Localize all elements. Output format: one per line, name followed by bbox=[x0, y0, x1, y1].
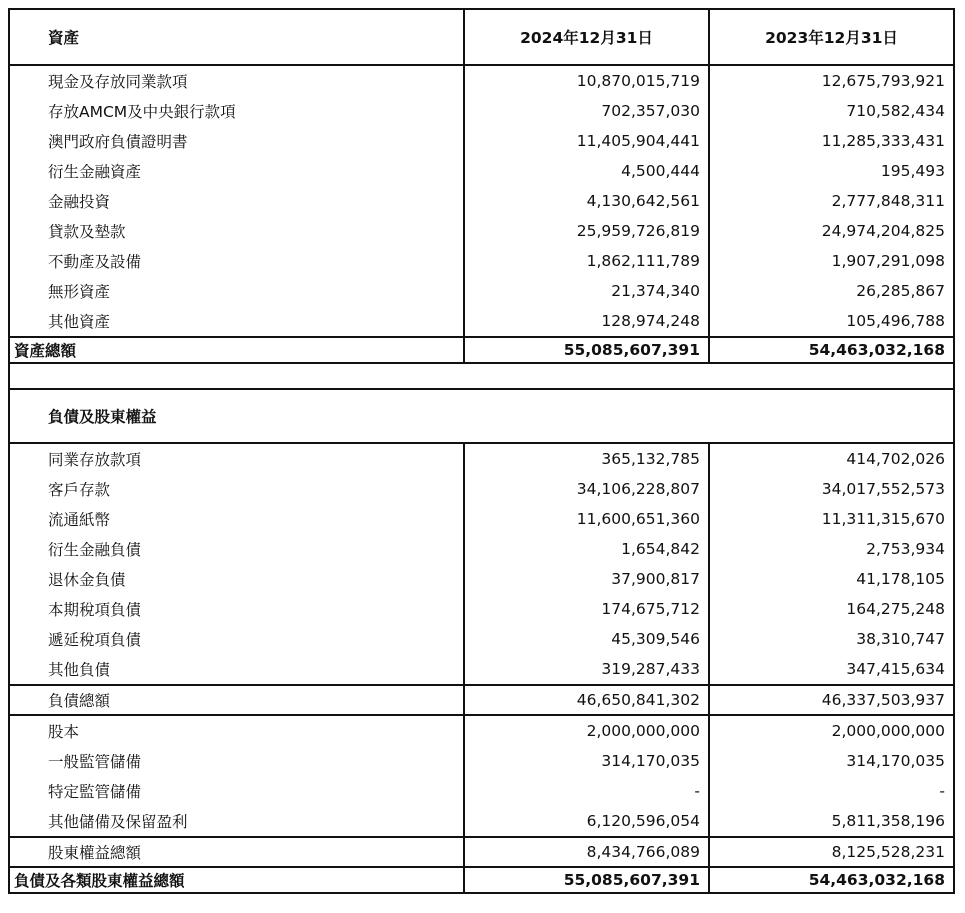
grand-total-label: 負債及各類股東權益總額 bbox=[9, 867, 464, 893]
row-label: 股本 bbox=[9, 715, 464, 746]
row-label: 其他資產 bbox=[9, 306, 464, 337]
row-label: 退休金負債 bbox=[9, 564, 464, 594]
header-row bbox=[9, 9, 954, 65]
column-header-2023: 2023年12月31日 bbox=[709, 9, 954, 65]
value-2024: 45,309,546 bbox=[464, 624, 709, 654]
table-row bbox=[9, 654, 954, 685]
row-label: 存放AMCM及中央銀行款項 bbox=[9, 96, 464, 126]
row-label: 貸款及墊款 bbox=[9, 216, 464, 246]
value-2024: 21,374,340 bbox=[464, 276, 709, 306]
row-label: 同業存放款項 bbox=[9, 443, 464, 474]
value-2024: 2,000,000,000 bbox=[464, 715, 709, 746]
table-row bbox=[9, 504, 954, 534]
value-2023: 26,285,867 bbox=[709, 276, 954, 306]
table-row bbox=[9, 276, 954, 306]
value-2024: 319,287,433 bbox=[464, 654, 709, 685]
total-liabilities-2024: 46,650,841,302 bbox=[464, 685, 709, 715]
value-2023: 105,496,788 bbox=[709, 306, 954, 337]
value-2023: 1,907,291,098 bbox=[709, 246, 954, 276]
table-row bbox=[9, 806, 954, 837]
total-assets-2024: 55,085,607,391 bbox=[464, 337, 709, 363]
table-row bbox=[9, 126, 954, 156]
value-2023: 5,811,358,196 bbox=[709, 806, 954, 837]
assets-heading: 資產 bbox=[9, 9, 464, 65]
value-2024: 1,654,842 bbox=[464, 534, 709, 564]
table-row bbox=[9, 715, 954, 746]
table-row bbox=[9, 776, 954, 806]
value-2024: 702,357,030 bbox=[464, 96, 709, 126]
table-row bbox=[9, 156, 954, 186]
table-row bbox=[9, 534, 954, 564]
value-2023: 710,582,434 bbox=[709, 96, 954, 126]
value-2023: 195,493 bbox=[709, 156, 954, 186]
value-2024: 174,675,712 bbox=[464, 594, 709, 624]
liabilities-section-row bbox=[9, 389, 954, 443]
table-row bbox=[9, 443, 954, 474]
spacer-row bbox=[9, 363, 954, 389]
row-label: 客戶存款 bbox=[9, 474, 464, 504]
liabilities-rows bbox=[9, 443, 954, 685]
value-2024: 128,974,248 bbox=[464, 306, 709, 337]
row-label: 無形資產 bbox=[9, 276, 464, 306]
total-equity-2024: 8,434,766,089 bbox=[464, 837, 709, 867]
value-2024: 25,959,726,819 bbox=[464, 216, 709, 246]
table-row bbox=[9, 594, 954, 624]
value-2023: 11,311,315,670 bbox=[709, 504, 954, 534]
value-2024: 11,600,651,360 bbox=[464, 504, 709, 534]
total-assets-2023: 54,463,032,168 bbox=[709, 337, 954, 363]
value-2023: 24,974,204,825 bbox=[709, 216, 954, 246]
row-label: 衍生金融資產 bbox=[9, 156, 464, 186]
row-label: 其他儲備及保留盈利 bbox=[9, 806, 464, 837]
row-label: 澳門政府負債證明書 bbox=[9, 126, 464, 156]
column-header-2024: 2024年12月31日 bbox=[464, 9, 709, 65]
value-2024: 4,130,642,561 bbox=[464, 186, 709, 216]
value-2024: 10,870,015,719 bbox=[464, 65, 709, 96]
total-equity-2023: 8,125,528,231 bbox=[709, 837, 954, 867]
value-2024: 37,900,817 bbox=[464, 564, 709, 594]
equity-rows bbox=[9, 715, 954, 837]
grand-total-2023: 54,463,032,168 bbox=[709, 867, 954, 893]
liabilities-section-heading: 負債及股東權益 bbox=[9, 389, 954, 443]
table-row bbox=[9, 246, 954, 276]
value-2023: 164,275,248 bbox=[709, 594, 954, 624]
value-2023: 11,285,333,431 bbox=[709, 126, 954, 156]
value-2023: 314,170,035 bbox=[709, 746, 954, 776]
total-liabilities-row bbox=[9, 685, 954, 715]
value-2023: - bbox=[709, 776, 954, 806]
row-label: 金融投資 bbox=[9, 186, 464, 216]
row-label: 流通紙幣 bbox=[9, 504, 464, 534]
row-label: 不動產及設備 bbox=[9, 246, 464, 276]
value-2024: 4,500,444 bbox=[464, 156, 709, 186]
row-label: 遞延稅項負債 bbox=[9, 624, 464, 654]
table-row bbox=[9, 624, 954, 654]
value-2023: 41,178,105 bbox=[709, 564, 954, 594]
row-label: 其他負債 bbox=[9, 654, 464, 685]
row-label: 衍生金融負債 bbox=[9, 534, 464, 564]
assets-rows bbox=[9, 65, 954, 337]
grand-total-2024: 55,085,607,391 bbox=[464, 867, 709, 893]
value-2024: 314,170,035 bbox=[464, 746, 709, 776]
balance-sheet bbox=[8, 8, 953, 899]
row-label: 特定監管儲備 bbox=[9, 776, 464, 806]
value-2023: 347,415,634 bbox=[709, 654, 954, 685]
total-equity-row bbox=[9, 837, 954, 867]
row-label: 現金及存放同業款項 bbox=[9, 65, 464, 96]
value-2024: 11,405,904,441 bbox=[464, 126, 709, 156]
grand-total-row bbox=[9, 867, 954, 893]
value-2023: 38,310,747 bbox=[709, 624, 954, 654]
total-liabilities-label: 負債總額 bbox=[9, 685, 464, 715]
value-2023: 2,753,934 bbox=[709, 534, 954, 564]
value-2024: 365,132,785 bbox=[464, 443, 709, 474]
table-row bbox=[9, 746, 954, 776]
table-row bbox=[9, 306, 954, 337]
total-equity-label: 股東權益總額 bbox=[9, 837, 464, 867]
total-assets-row bbox=[9, 337, 954, 363]
value-2024: 1,862,111,789 bbox=[464, 246, 709, 276]
total-liabilities-2023: 46,337,503,937 bbox=[709, 685, 954, 715]
table-row bbox=[9, 65, 954, 96]
value-2024: 6,120,596,054 bbox=[464, 806, 709, 837]
table-row bbox=[9, 564, 954, 594]
row-label: 一般監管儲備 bbox=[9, 746, 464, 776]
value-2023: 12,675,793,921 bbox=[709, 65, 954, 96]
value-2024: 34,106,228,807 bbox=[464, 474, 709, 504]
value-2024: - bbox=[464, 776, 709, 806]
table-row bbox=[9, 474, 954, 504]
table-row bbox=[9, 216, 954, 246]
value-2023: 2,777,848,311 bbox=[709, 186, 954, 216]
value-2023: 414,702,026 bbox=[709, 443, 954, 474]
value-2023: 34,017,552,573 bbox=[709, 474, 954, 504]
table-row bbox=[9, 96, 954, 126]
value-2023: 2,000,000,000 bbox=[709, 715, 954, 746]
table-row bbox=[9, 186, 954, 216]
balance-sheet-table bbox=[8, 8, 955, 894]
total-assets-label: 資產總額 bbox=[9, 337, 464, 363]
row-label: 本期稅項負債 bbox=[9, 594, 464, 624]
